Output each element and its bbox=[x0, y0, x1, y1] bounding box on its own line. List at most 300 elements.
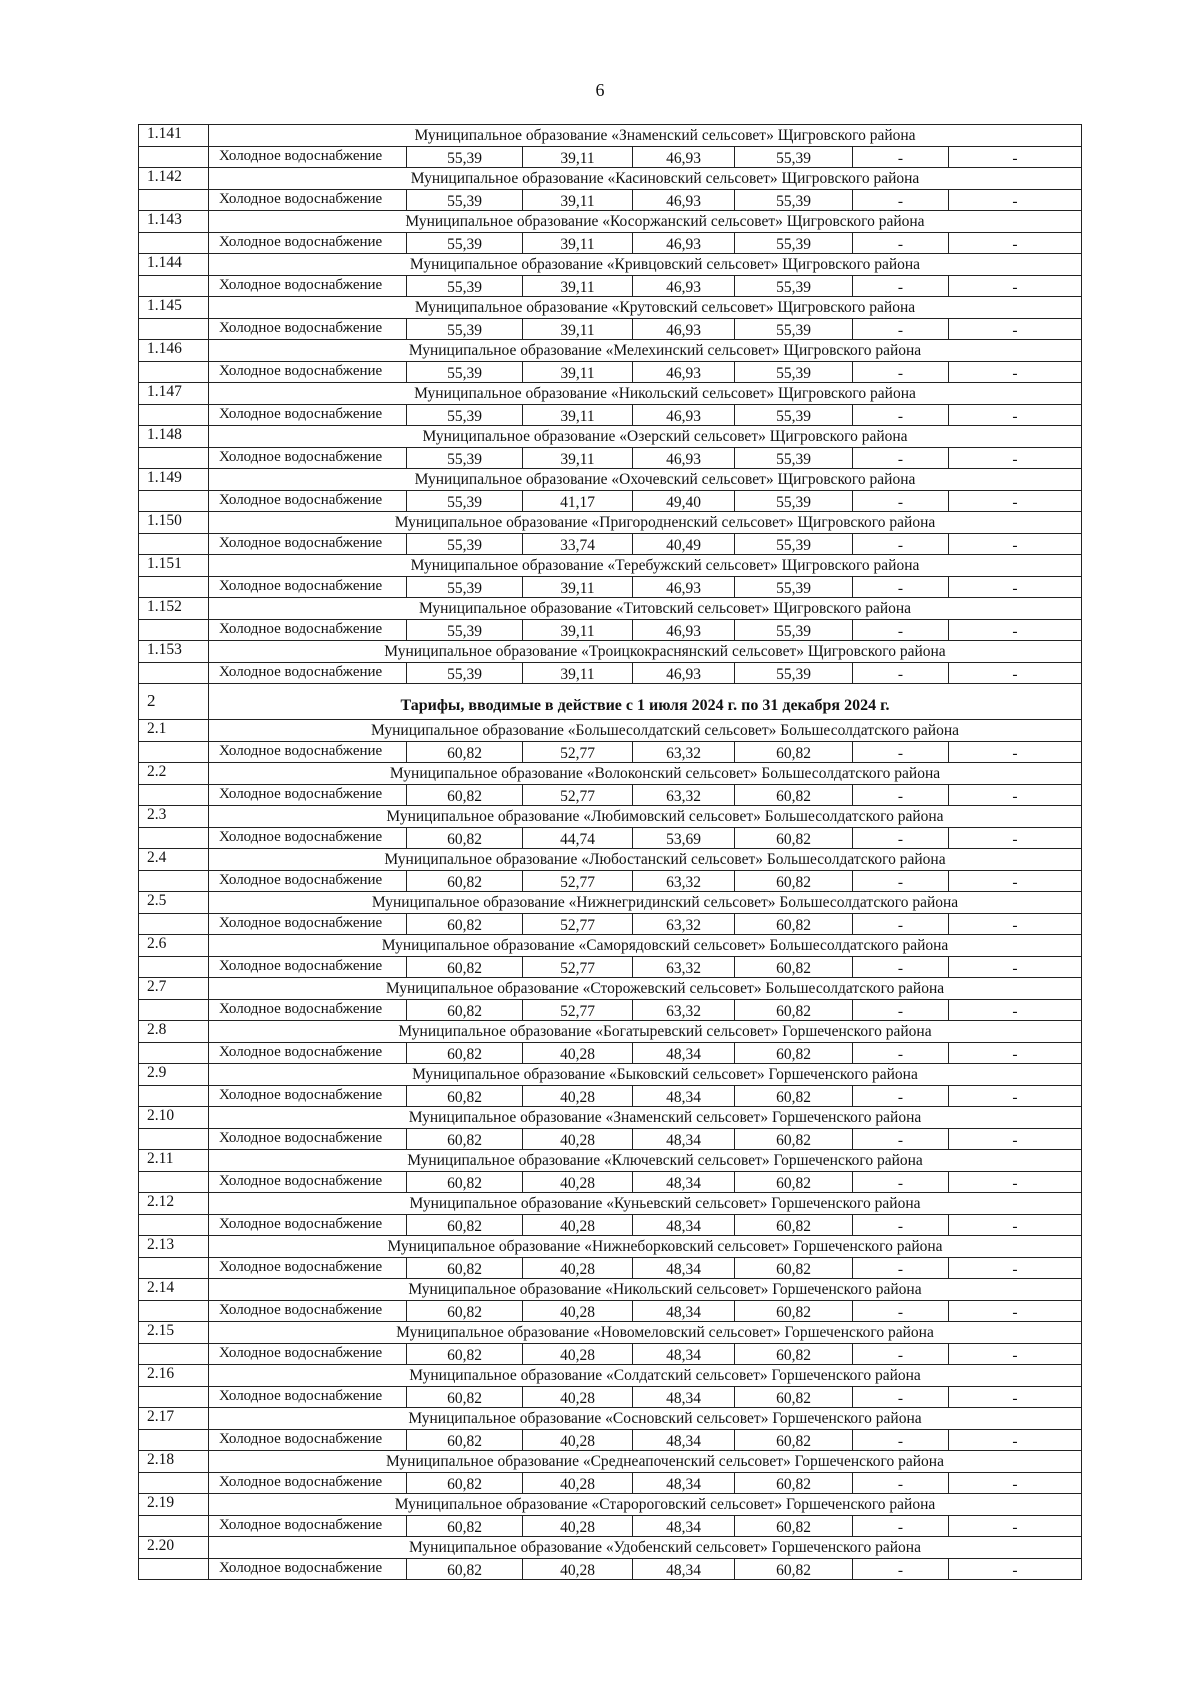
tariff-cell: - bbox=[1012, 831, 1018, 848]
tariff-cell: - bbox=[853, 1000, 949, 1020]
municipality-title: Муниципальное образование «Пригородненский сельсовет» Щигровского района bbox=[394, 514, 936, 531]
row-number-empty bbox=[139, 147, 209, 167]
table-row bbox=[139, 577, 1081, 598]
tariff-cell: - bbox=[853, 957, 949, 977]
tariff-cell: 52,77 bbox=[523, 742, 633, 762]
tariff-cell: 39,11 bbox=[523, 276, 633, 296]
service-label: Холодное водоснабжение bbox=[209, 742, 407, 762]
tariff-cell: 63,32 bbox=[633, 785, 735, 805]
municipality-row bbox=[139, 641, 1081, 663]
row-number-empty bbox=[139, 448, 209, 468]
municipality-row bbox=[139, 978, 1081, 1000]
table-row bbox=[139, 1086, 1081, 1107]
municipality-title: Муниципальное образование «Солдатский сельсовет» Горшеченского района bbox=[409, 1367, 921, 1384]
row-number: 2.17 bbox=[139, 1408, 209, 1429]
tariff-cell: 52,77 bbox=[523, 871, 633, 891]
row-number-empty bbox=[139, 1516, 209, 1536]
tariff-cell: - bbox=[853, 1043, 949, 1063]
service-label: Холодное водоснабжение bbox=[209, 491, 407, 511]
municipality-title: Муниципальное образование «Титовский сельсовет» Щигровского района bbox=[418, 600, 912, 617]
row-number-empty bbox=[139, 362, 209, 382]
tariff-cell: 40,28 bbox=[523, 1301, 633, 1321]
table-row bbox=[139, 1516, 1081, 1537]
tariff-cell: 55,39 bbox=[735, 405, 853, 425]
row-number-empty bbox=[139, 534, 209, 554]
service-label: Холодное водоснабжение bbox=[209, 319, 407, 339]
tariff-cell: 55,39 bbox=[735, 448, 853, 468]
tariff-cell: - bbox=[1012, 623, 1018, 640]
row-number: 1.144 bbox=[139, 254, 209, 275]
tariff-cell: - bbox=[1012, 1304, 1018, 1321]
tariff-cell: 55,39 bbox=[735, 147, 853, 167]
table-row bbox=[139, 957, 1081, 978]
tariff-cell: - bbox=[1012, 451, 1018, 468]
tariff-cell: 60,82 bbox=[735, 742, 853, 762]
tariff-cell: 60,82 bbox=[407, 1129, 523, 1149]
tariff-cell: 33,74 bbox=[523, 534, 633, 554]
row-number-empty bbox=[139, 785, 209, 805]
service-label: Холодное водоснабжение bbox=[209, 1516, 407, 1536]
tariff-cell: - bbox=[1012, 580, 1018, 597]
tariff-cell: 63,32 bbox=[633, 914, 735, 934]
row-number-empty bbox=[139, 871, 209, 891]
row-number-empty bbox=[139, 319, 209, 339]
municipality-title: Муниципальное образование «Охочевский сельсовет» Щигровского района bbox=[414, 471, 916, 488]
municipality-title: Муниципальное образование «Нижнегридинский сельсовет» Большесолдатского района bbox=[371, 894, 959, 911]
municipality-title: Муниципальное образование «Волоконский сельсовет» Большесолдатского района bbox=[389, 765, 941, 782]
service-label: Холодное водоснабжение bbox=[209, 577, 407, 597]
tariff-cell: 60,82 bbox=[407, 1215, 523, 1235]
municipality-title: Муниципальное образование «Новомеловский сельсовет» Горшеченского района bbox=[396, 1324, 934, 1341]
municipality-title: Муниципальное образование «Ключевский сельсовет» Горшеченского района bbox=[407, 1152, 923, 1169]
tariff-cell: - bbox=[1012, 1089, 1018, 1106]
row-number: 2.13 bbox=[139, 1236, 209, 1257]
tariff-cell: 39,11 bbox=[523, 147, 633, 167]
tariff-cell: 60,82 bbox=[735, 1172, 853, 1192]
tariff-cell: 40,28 bbox=[523, 1129, 633, 1149]
tariff-cell: 39,11 bbox=[523, 577, 633, 597]
municipality-title: Муниципальное образование «Саморядовский сельсовет» Большесолдатского района bbox=[381, 937, 949, 954]
municipality-row bbox=[139, 469, 1081, 491]
row-number: 1.151 bbox=[139, 555, 209, 576]
tariff-cell: 40,28 bbox=[523, 1043, 633, 1063]
table-row bbox=[139, 190, 1081, 211]
row-number: 2.8 bbox=[139, 1021, 209, 1042]
row-number: 2.12 bbox=[139, 1193, 209, 1214]
tariff-cell: - bbox=[853, 1516, 949, 1536]
tariff-cell: 60,82 bbox=[735, 1301, 853, 1321]
table-row bbox=[139, 828, 1081, 849]
tariff-cell: 46,93 bbox=[633, 276, 735, 296]
municipality-title: Муниципальное образование «Озерский сельсовет» Щигровского района bbox=[422, 428, 908, 445]
tariff-cell: 60,82 bbox=[735, 1473, 853, 1493]
tariff-cell: 52,77 bbox=[523, 785, 633, 805]
tariff-cell: 40,28 bbox=[523, 1430, 633, 1450]
row-number: 1.141 bbox=[139, 125, 209, 146]
service-label: Холодное водоснабжение bbox=[209, 1172, 407, 1192]
tariff-cell: 60,82 bbox=[407, 1043, 523, 1063]
tariff-cell: 40,28 bbox=[523, 1387, 633, 1407]
table-row bbox=[139, 742, 1081, 763]
tariff-cell: - bbox=[853, 663, 949, 683]
tariff-cell: 40,28 bbox=[523, 1086, 633, 1106]
municipality-row bbox=[139, 1107, 1081, 1129]
service-label: Холодное водоснабжение bbox=[209, 448, 407, 468]
row-number: 2.16 bbox=[139, 1365, 209, 1386]
table-row bbox=[139, 1172, 1081, 1193]
service-label: Холодное водоснабжение bbox=[209, 147, 407, 167]
row-number: 2.20 bbox=[139, 1537, 209, 1558]
tariff-cell: 49,40 bbox=[633, 491, 735, 511]
tariff-cell: - bbox=[853, 1129, 949, 1149]
tariff-cell: - bbox=[1012, 1519, 1018, 1536]
municipality-title: Муниципальное образование «Богатыревский сельсовет» Горшеченского района bbox=[398, 1023, 932, 1040]
tariff-cell: 39,11 bbox=[523, 233, 633, 253]
row-number: 2.18 bbox=[139, 1451, 209, 1472]
table-row bbox=[139, 448, 1081, 469]
service-label: Холодное водоснабжение bbox=[209, 1473, 407, 1493]
tariff-cell: 40,28 bbox=[523, 1344, 633, 1364]
tariff-cell: - bbox=[1012, 1433, 1018, 1450]
tariff-cell: 44,74 bbox=[523, 828, 633, 848]
tariff-cell: 60,82 bbox=[735, 1516, 853, 1536]
municipality-title: Муниципальное образование «Крутовский сельсовет» Щигровского района bbox=[414, 299, 916, 316]
tariff-cell: 48,34 bbox=[633, 1430, 735, 1450]
tariff-cell: 46,93 bbox=[633, 147, 735, 167]
table-row bbox=[139, 534, 1081, 555]
tariff-cell: 60,82 bbox=[407, 1559, 523, 1579]
tariff-cell: 39,11 bbox=[523, 190, 633, 210]
municipality-title: Муниципальное образование «Быковский сельсовет» Горшеченского района bbox=[412, 1066, 918, 1083]
service-label: Холодное водоснабжение bbox=[209, 1301, 407, 1321]
service-label: Холодное водоснабжение bbox=[209, 1559, 407, 1579]
tariff-cell: 46,93 bbox=[633, 362, 735, 382]
municipality-row bbox=[139, 297, 1081, 319]
tariff-cell: 60,82 bbox=[407, 742, 523, 762]
row-number: 2.6 bbox=[139, 935, 209, 956]
table-row bbox=[139, 362, 1081, 383]
tariff-cell: - bbox=[1012, 408, 1018, 425]
tariff-cell: 55,39 bbox=[735, 491, 853, 511]
tariff-cell: 52,77 bbox=[523, 1000, 633, 1020]
municipality-row bbox=[139, 426, 1081, 448]
tariff-cell: - bbox=[853, 1086, 949, 1106]
row-number: 2.4 bbox=[139, 849, 209, 870]
tariff-cell: 46,93 bbox=[633, 233, 735, 253]
row-number-empty bbox=[139, 190, 209, 210]
tariff-cell: - bbox=[1012, 788, 1018, 805]
table-row bbox=[139, 620, 1081, 641]
row-number: 2.14 bbox=[139, 1279, 209, 1300]
municipality-title: Муниципальное образование «Мелехинский сельсовет» Щигровского района bbox=[408, 342, 922, 359]
municipality-row bbox=[139, 1322, 1081, 1344]
row-number: 2.3 bbox=[139, 806, 209, 827]
row-number-empty bbox=[139, 1086, 209, 1106]
tariff-cell: 48,34 bbox=[633, 1559, 735, 1579]
municipality-row bbox=[139, 720, 1081, 742]
tariff-cell: - bbox=[853, 147, 949, 167]
tariff-cell: 60,82 bbox=[407, 1172, 523, 1192]
row-number-empty bbox=[139, 1559, 209, 1579]
municipality-title: Муниципальное образование «Никольский сельсовет» Горшеченского района bbox=[408, 1281, 922, 1298]
table-row bbox=[139, 663, 1081, 684]
row-number: 2.11 bbox=[139, 1150, 209, 1171]
tariff-cell: - bbox=[853, 1215, 949, 1235]
table-row bbox=[139, 233, 1081, 254]
row-number: 2.7 bbox=[139, 978, 209, 999]
row-number-empty bbox=[139, 1344, 209, 1364]
tariff-cell: 55,39 bbox=[407, 534, 523, 554]
tariff-cell: 46,93 bbox=[633, 319, 735, 339]
table-row bbox=[139, 1559, 1081, 1580]
row-number-empty bbox=[139, 620, 209, 640]
row-number: 2.1 bbox=[139, 720, 209, 741]
service-label: Холодное водоснабжение bbox=[209, 1215, 407, 1235]
row-number: 2.15 bbox=[139, 1322, 209, 1343]
tariff-cell: - bbox=[853, 828, 949, 848]
tariff-cell: 63,32 bbox=[633, 742, 735, 762]
tariff-cell: 55,39 bbox=[735, 362, 853, 382]
tariff-cell: 55,39 bbox=[735, 663, 853, 683]
row-number: 2.5 bbox=[139, 892, 209, 913]
municipality-title: Муниципальное образование «Удобенский сельсовет» Горшеченского района bbox=[409, 1539, 921, 1556]
tariff-cell: 48,34 bbox=[633, 1129, 735, 1149]
service-label: Холодное водоснабжение bbox=[209, 1000, 407, 1020]
row-number-empty bbox=[139, 957, 209, 977]
municipality-row bbox=[139, 1408, 1081, 1430]
tariff-cell: - bbox=[1012, 494, 1018, 511]
tariff-cell: - bbox=[1012, 1562, 1018, 1579]
service-label: Холодное водоснабжение bbox=[209, 828, 407, 848]
tariff-cell: 60,82 bbox=[735, 1387, 853, 1407]
tariff-cell: - bbox=[1012, 193, 1018, 210]
tariff-cell: 55,39 bbox=[735, 276, 853, 296]
tariff-cell: 46,93 bbox=[633, 663, 735, 683]
tariff-cell: - bbox=[853, 276, 949, 296]
tariff-cell: - bbox=[853, 1559, 949, 1579]
tariff-cell: 55,39 bbox=[407, 620, 523, 640]
service-label: Холодное водоснабжение bbox=[209, 871, 407, 891]
tariff-cell: 46,93 bbox=[633, 190, 735, 210]
tariff-cell: 55,39 bbox=[407, 448, 523, 468]
tariff-cell: - bbox=[1012, 365, 1018, 382]
tariff-cell: 60,82 bbox=[735, 1344, 853, 1364]
tariff-cell: 55,39 bbox=[407, 491, 523, 511]
row-number-empty bbox=[139, 828, 209, 848]
service-label: Холодное водоснабжение bbox=[209, 957, 407, 977]
row-number: 1.152 bbox=[139, 598, 209, 619]
tariff-cell: - bbox=[1012, 666, 1018, 683]
tariff-cell: 48,34 bbox=[633, 1043, 735, 1063]
row-number: 2.10 bbox=[139, 1107, 209, 1128]
municipality-title: Муниципальное образование «Косоржанский сельсовет» Щигровского района bbox=[405, 213, 925, 230]
tariff-cell: 60,82 bbox=[407, 1387, 523, 1407]
tariff-cell: 60,82 bbox=[407, 1086, 523, 1106]
municipality-row bbox=[139, 1193, 1081, 1215]
tariff-cell: 60,82 bbox=[407, 1301, 523, 1321]
service-label: Холодное водоснабжение bbox=[209, 233, 407, 253]
tariff-cell: 55,39 bbox=[735, 620, 853, 640]
tariff-cell: 39,11 bbox=[523, 319, 633, 339]
tariff-cell: - bbox=[853, 871, 949, 891]
row-number-empty bbox=[139, 1000, 209, 1020]
tariff-cell: - bbox=[1012, 322, 1018, 339]
table-row bbox=[139, 1129, 1081, 1150]
table-row bbox=[139, 1344, 1081, 1365]
row-number-empty bbox=[139, 491, 209, 511]
tariff-cell: 60,82 bbox=[735, 1559, 853, 1579]
service-label: Холодное водоснабжение bbox=[209, 1344, 407, 1364]
row-number: 1.153 bbox=[139, 641, 209, 662]
municipality-title: Муниципальное образование «Касиновский сельсовет» Щигровского района bbox=[410, 170, 920, 187]
tariff-cell: 52,77 bbox=[523, 957, 633, 977]
municipality-row bbox=[139, 1494, 1081, 1516]
table-row bbox=[139, 785, 1081, 806]
tariff-cell: 40,28 bbox=[523, 1172, 633, 1192]
tariff-cell: - bbox=[1012, 1347, 1018, 1364]
tariff-cell: 39,11 bbox=[523, 663, 633, 683]
row-number-empty bbox=[139, 405, 209, 425]
table-row bbox=[139, 1043, 1081, 1064]
row-number: 1.150 bbox=[139, 512, 209, 533]
tariff-cell: 46,93 bbox=[633, 620, 735, 640]
tariff-cell: - bbox=[853, 1301, 949, 1321]
tariff-cell: - bbox=[1012, 874, 1018, 891]
tariff-cell: 39,11 bbox=[523, 620, 633, 640]
tariff-cell: 60,82 bbox=[735, 914, 853, 934]
municipality-title: Муниципальное образование «Среднеапоченский сельсовет» Горшеченского района bbox=[386, 1453, 944, 1470]
tariff-cell: - bbox=[853, 534, 949, 554]
tariff-cell: 55,39 bbox=[407, 233, 523, 253]
municipality-row bbox=[139, 849, 1081, 871]
municipality-row bbox=[139, 125, 1081, 147]
row-number: 2.2 bbox=[139, 763, 209, 784]
row-number-empty bbox=[139, 1387, 209, 1407]
tariff-cell: - bbox=[853, 1344, 949, 1364]
tariff-table bbox=[138, 124, 1082, 1580]
tariff-cell: 48,34 bbox=[633, 1172, 735, 1192]
row-number: 1.147 bbox=[139, 383, 209, 404]
tariff-cell: 60,82 bbox=[407, 1000, 523, 1020]
tariff-cell: 55,39 bbox=[735, 319, 853, 339]
service-label: Холодное водоснабжение bbox=[209, 1430, 407, 1450]
municipality-row bbox=[139, 806, 1081, 828]
row-number-empty bbox=[139, 914, 209, 934]
service-label: Холодное водоснабжение bbox=[209, 1043, 407, 1063]
tariff-cell: 60,82 bbox=[735, 1086, 853, 1106]
row-number: 1.146 bbox=[139, 340, 209, 361]
municipality-title: Муниципальное образование «Знаменский сельсовет» Горшеченского района bbox=[408, 1109, 922, 1126]
municipality-title: Муниципальное образование «Никольский сельсовет» Щигровского района bbox=[414, 385, 916, 402]
tariff-cell: - bbox=[1012, 960, 1018, 977]
service-label: Холодное водоснабжение bbox=[209, 785, 407, 805]
tariff-cell: 40,28 bbox=[523, 1258, 633, 1278]
tariff-cell: 40,28 bbox=[523, 1215, 633, 1235]
tariff-cell: 63,32 bbox=[633, 1000, 735, 1020]
tariff-cell: 40,28 bbox=[523, 1559, 633, 1579]
tariff-cell: 60,82 bbox=[735, 1043, 853, 1063]
tariff-cell: 60,82 bbox=[407, 1430, 523, 1450]
municipality-row bbox=[139, 892, 1081, 914]
tariff-cell: - bbox=[853, 448, 949, 468]
row-number-empty bbox=[139, 577, 209, 597]
row-number: 2.9 bbox=[139, 1064, 209, 1085]
tariff-cell: - bbox=[853, 1172, 949, 1192]
municipality-title: Муниципальное образование «Кривцовский сельсовет» Щигровского района bbox=[409, 256, 921, 273]
tariff-cell: - bbox=[853, 914, 949, 934]
tariff-cell: 60,82 bbox=[407, 785, 523, 805]
tariff-cell: 60,82 bbox=[735, 1129, 853, 1149]
table-row bbox=[139, 1473, 1081, 1494]
table-row bbox=[139, 276, 1081, 297]
tariff-cell: 60,82 bbox=[735, 1430, 853, 1450]
tariff-cell: - bbox=[853, 1473, 949, 1493]
municipality-row bbox=[139, 1150, 1081, 1172]
tariff-cell: - bbox=[853, 1258, 949, 1278]
tariff-cell: 55,39 bbox=[407, 405, 523, 425]
tariff-cell: 39,11 bbox=[523, 448, 633, 468]
tariff-cell: 60,82 bbox=[407, 871, 523, 891]
tariff-cell: 60,82 bbox=[735, 1000, 853, 1020]
row-number: 1.143 bbox=[139, 211, 209, 232]
tariff-cell: 55,39 bbox=[407, 577, 523, 597]
service-label: Холодное водоснабжение bbox=[209, 190, 407, 210]
municipality-row bbox=[139, 168, 1081, 190]
tariff-cell: - bbox=[853, 233, 949, 253]
table-row bbox=[139, 1301, 1081, 1322]
tariff-cell: 60,82 bbox=[407, 1516, 523, 1536]
tariff-cell: 48,34 bbox=[633, 1301, 735, 1321]
tariff-cell: - bbox=[853, 620, 949, 640]
tariff-cell: 46,93 bbox=[633, 405, 735, 425]
row-number-empty bbox=[139, 1172, 209, 1192]
row-number-empty bbox=[139, 1473, 209, 1493]
row-number-empty bbox=[139, 1258, 209, 1278]
tariff-cell: - bbox=[853, 405, 949, 425]
section-row bbox=[139, 684, 1081, 720]
tariff-cell: 60,82 bbox=[735, 871, 853, 891]
row-number-empty bbox=[139, 1301, 209, 1321]
municipality-title: Муниципальное образование «Теребужский сельсовет» Щигровского района bbox=[410, 557, 920, 574]
municipality-title: Муниципальное образование «Любимовский сельсовет» Большесолдатского района bbox=[386, 808, 944, 825]
tariff-cell: - bbox=[1012, 1132, 1018, 1149]
table-row bbox=[139, 1430, 1081, 1451]
municipality-row bbox=[139, 555, 1081, 577]
municipality-row bbox=[139, 340, 1081, 362]
tariff-cell: - bbox=[1012, 1261, 1018, 1278]
row-number: 2 bbox=[139, 684, 209, 719]
row-number-empty bbox=[139, 1129, 209, 1149]
tariff-cell: 63,32 bbox=[633, 957, 735, 977]
table-row bbox=[139, 914, 1081, 935]
service-label: Холодное водоснабжение bbox=[209, 620, 407, 640]
tariff-cell: 40,28 bbox=[523, 1516, 633, 1536]
tariff-cell: 60,82 bbox=[407, 1258, 523, 1278]
municipality-title: Муниципальное образование «Любостанский сельсовет» Большесолдатского района bbox=[384, 851, 946, 868]
tariff-cell: 55,39 bbox=[735, 233, 853, 253]
municipality-row bbox=[139, 1451, 1081, 1473]
tariff-cell: 55,39 bbox=[735, 190, 853, 210]
tariff-cell: - bbox=[1012, 279, 1018, 296]
tariff-cell: 46,93 bbox=[633, 577, 735, 597]
row-number-empty bbox=[139, 276, 209, 296]
tariff-cell: 60,82 bbox=[407, 957, 523, 977]
tariff-cell: - bbox=[1012, 745, 1018, 762]
tariff-cell: 60,82 bbox=[407, 1344, 523, 1364]
municipality-title: Муниципальное образование «Сосновский сельсовет» Горшеченского района bbox=[408, 1410, 922, 1427]
row-number-empty bbox=[139, 233, 209, 253]
tariff-cell: - bbox=[853, 785, 949, 805]
